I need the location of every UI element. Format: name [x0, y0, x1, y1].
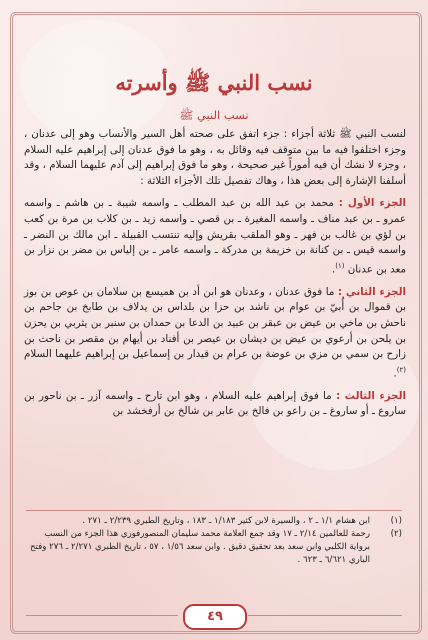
part3-paragraph [24, 389, 406, 420]
page-number-line [248, 615, 402, 616]
page-number-line [26, 615, 178, 616]
footnote-ref-2[interactable]: (٢) [396, 365, 406, 374]
footnote-ref-1[interactable]: (١) [335, 261, 345, 270]
main-text [24, 127, 406, 427]
page-title: نسب النبي ﷺ وأسرته [115, 70, 313, 95]
part2-paragraph: الجزء الثاني : ما فوق عدنان ، وعدنان هو ابن أد بن هميسع بن سلامان بن عوص بن بوز بن قموال بن أُبيّ بن عوام بن ناشد بن حزا بن بلداس بن يدلاف بن طابخ بن جاحم بن ناحش بن ماخي بن عيض بن عبقر بن عبيد بن الدعا بن حمدان بن سنبر بن يثربي بن يحزن بن يلحن بن أرعوي بن عيض بن ديشان بن عيصر بن أفناد بن أيهام بن مقصر بن ناحث بن زارح بن سمي بن مزي بن عوضة بن عرام بن قيدار بن إسماعيل بن إبراهيم عليهما السلام $^{(٢)}$. [24, 285, 406, 380]
part2-text: ما فوق عدنان ، وعدنان هو ابن أد بن هميسع بن سلامان بن عوص بن بوز بن قموال بن أُبيّ بن عوام بن ناشد بن حزا بن بلداس بن يدلاف بن طابخ بن جاحم بن ناحش بن ماخي بن عيض بن عبقر بن عبيد بن الدعا بن حمدان بن سنبر بن يثربي بن يحزن بن يلحن بن أرعوي بن عيض بن ديشان بن عيصر بن أفناد بن أيهام بن مقصر بن ناحث بن زارح بن سمي بن مزي بن عوضة بن عرام بن قيدار بن إسماعيل بن إبراهيم عليهما السلام [24, 285, 406, 361]
footnote [26, 528, 402, 567]
part1-paragraph: الجزء الأول : محمد بن عبد الله بن عبد المطلب ـ واسمه شيبة ـ بن هاشم ـ واسمه عمرو ـ بن عبد مناف ـ واسمه المغيرة ـ بن قصي ـ واسمه زيد ـ بن كلاب بن مرة بن كعب بن لؤي بن غالب بن فهر ـ وهو الملقب بقريش وإليه تنتسب القبيلة ـ ابن مالك بن النضر ـ واسمه قيس ـ بن كنانة بن خزيمة بن مدركة ـ واسمه عامر ـ بن إلياس بن مضر بن نزار بن معد بن عدنان $^{(١)}$. [24, 197, 406, 276]
part1-label: الجزء الأول : [338, 197, 406, 210]
part3-text: ما فوق إبراهيم عليه السلام ، وهو ابن تارح ـ واسمه آزر ـ بن ناحور بن ساروع ـ أو ساروغ ـ بن راعو بن فالخ بن عابر بن شالخ بن أرفخشد بن [24, 389, 406, 418]
footnote-text: رحمة للعالمين ٢/١٤ ـ ١٧ وقد جمع العلامة محمد سليمان المنصورفوري هذا الجزء من النسب برواية الكلبي وابن سعد بعد تحقيق دقيق . وابن سعد ١/٥٦ ، ٥٧ ، تاريخ الطبري ٢/٢٧١ ـ ٢٧٦ وفتح الباري ٦/٦٢١ ـ ٦٢٣ . [29, 529, 370, 565]
footnote-number: (٢) [390, 529, 402, 539]
intro-paragraph: لنسب النبي ﷺ ثلاثة أجزاء : جزء اتفق على صحته أهل السير والأنساب وهو إلى عدنان ، وجزء اختلفوا فيه ما بين متوقف فيه وقائل به ، وهو ما فوق عدنان إلى إبراهيم عليه السلام ، وجزء لا نشك أن فيه أموراً غير صحيحة ، وهو ما فوق إبراهيم إلى آدم عليهما السلام ، وقد أسلفنا الإشارة إلى بعض هذا ، وهاك تفصيل تلك الأجزاء الثلاثة : [24, 128, 406, 187]
footnote-divider [26, 510, 402, 511]
footnotes [26, 515, 402, 567]
part3-label: الجزء الثالث : [335, 389, 406, 402]
page-number: ٤٩ [183, 604, 247, 630]
footnote-number: (١) [390, 516, 402, 526]
part1-text: محمد بن عبد الله بن عبد المطلب ـ واسمه شيبة ـ بن هاشم ـ واسمه عمرو ـ بن عبد مناف ـ واسمه المغيرة ـ بن قصي ـ واسمه زيد ـ بن كلاب بن مرة بن كعب بن لؤي بن غالب بن فهر ـ وهو الملقب بقريش وإليه تنتسب القبيلة ـ ابن مالك بن النضر ـ واسمه قيس ـ بن كنانة بن خزيمة بن مدركة ـ واسمه عامر ـ بن إلياس بن مضر بن نزار بن معد بن عدنان [24, 197, 406, 276]
section-heading: نسب النبي ﷺ [179, 108, 249, 122]
footnote-text: ابن هشام ١/١ ـ ٢ ، والسيرة لابن كثير ١/١٨٣ ـ ١٨٣ ، وتاريخ الطبري ٢/٢٣٩ ـ ٢٧١ . [82, 516, 370, 526]
footnote [26, 515, 402, 528]
part2-label: الجزء الثاني : [337, 285, 406, 298]
